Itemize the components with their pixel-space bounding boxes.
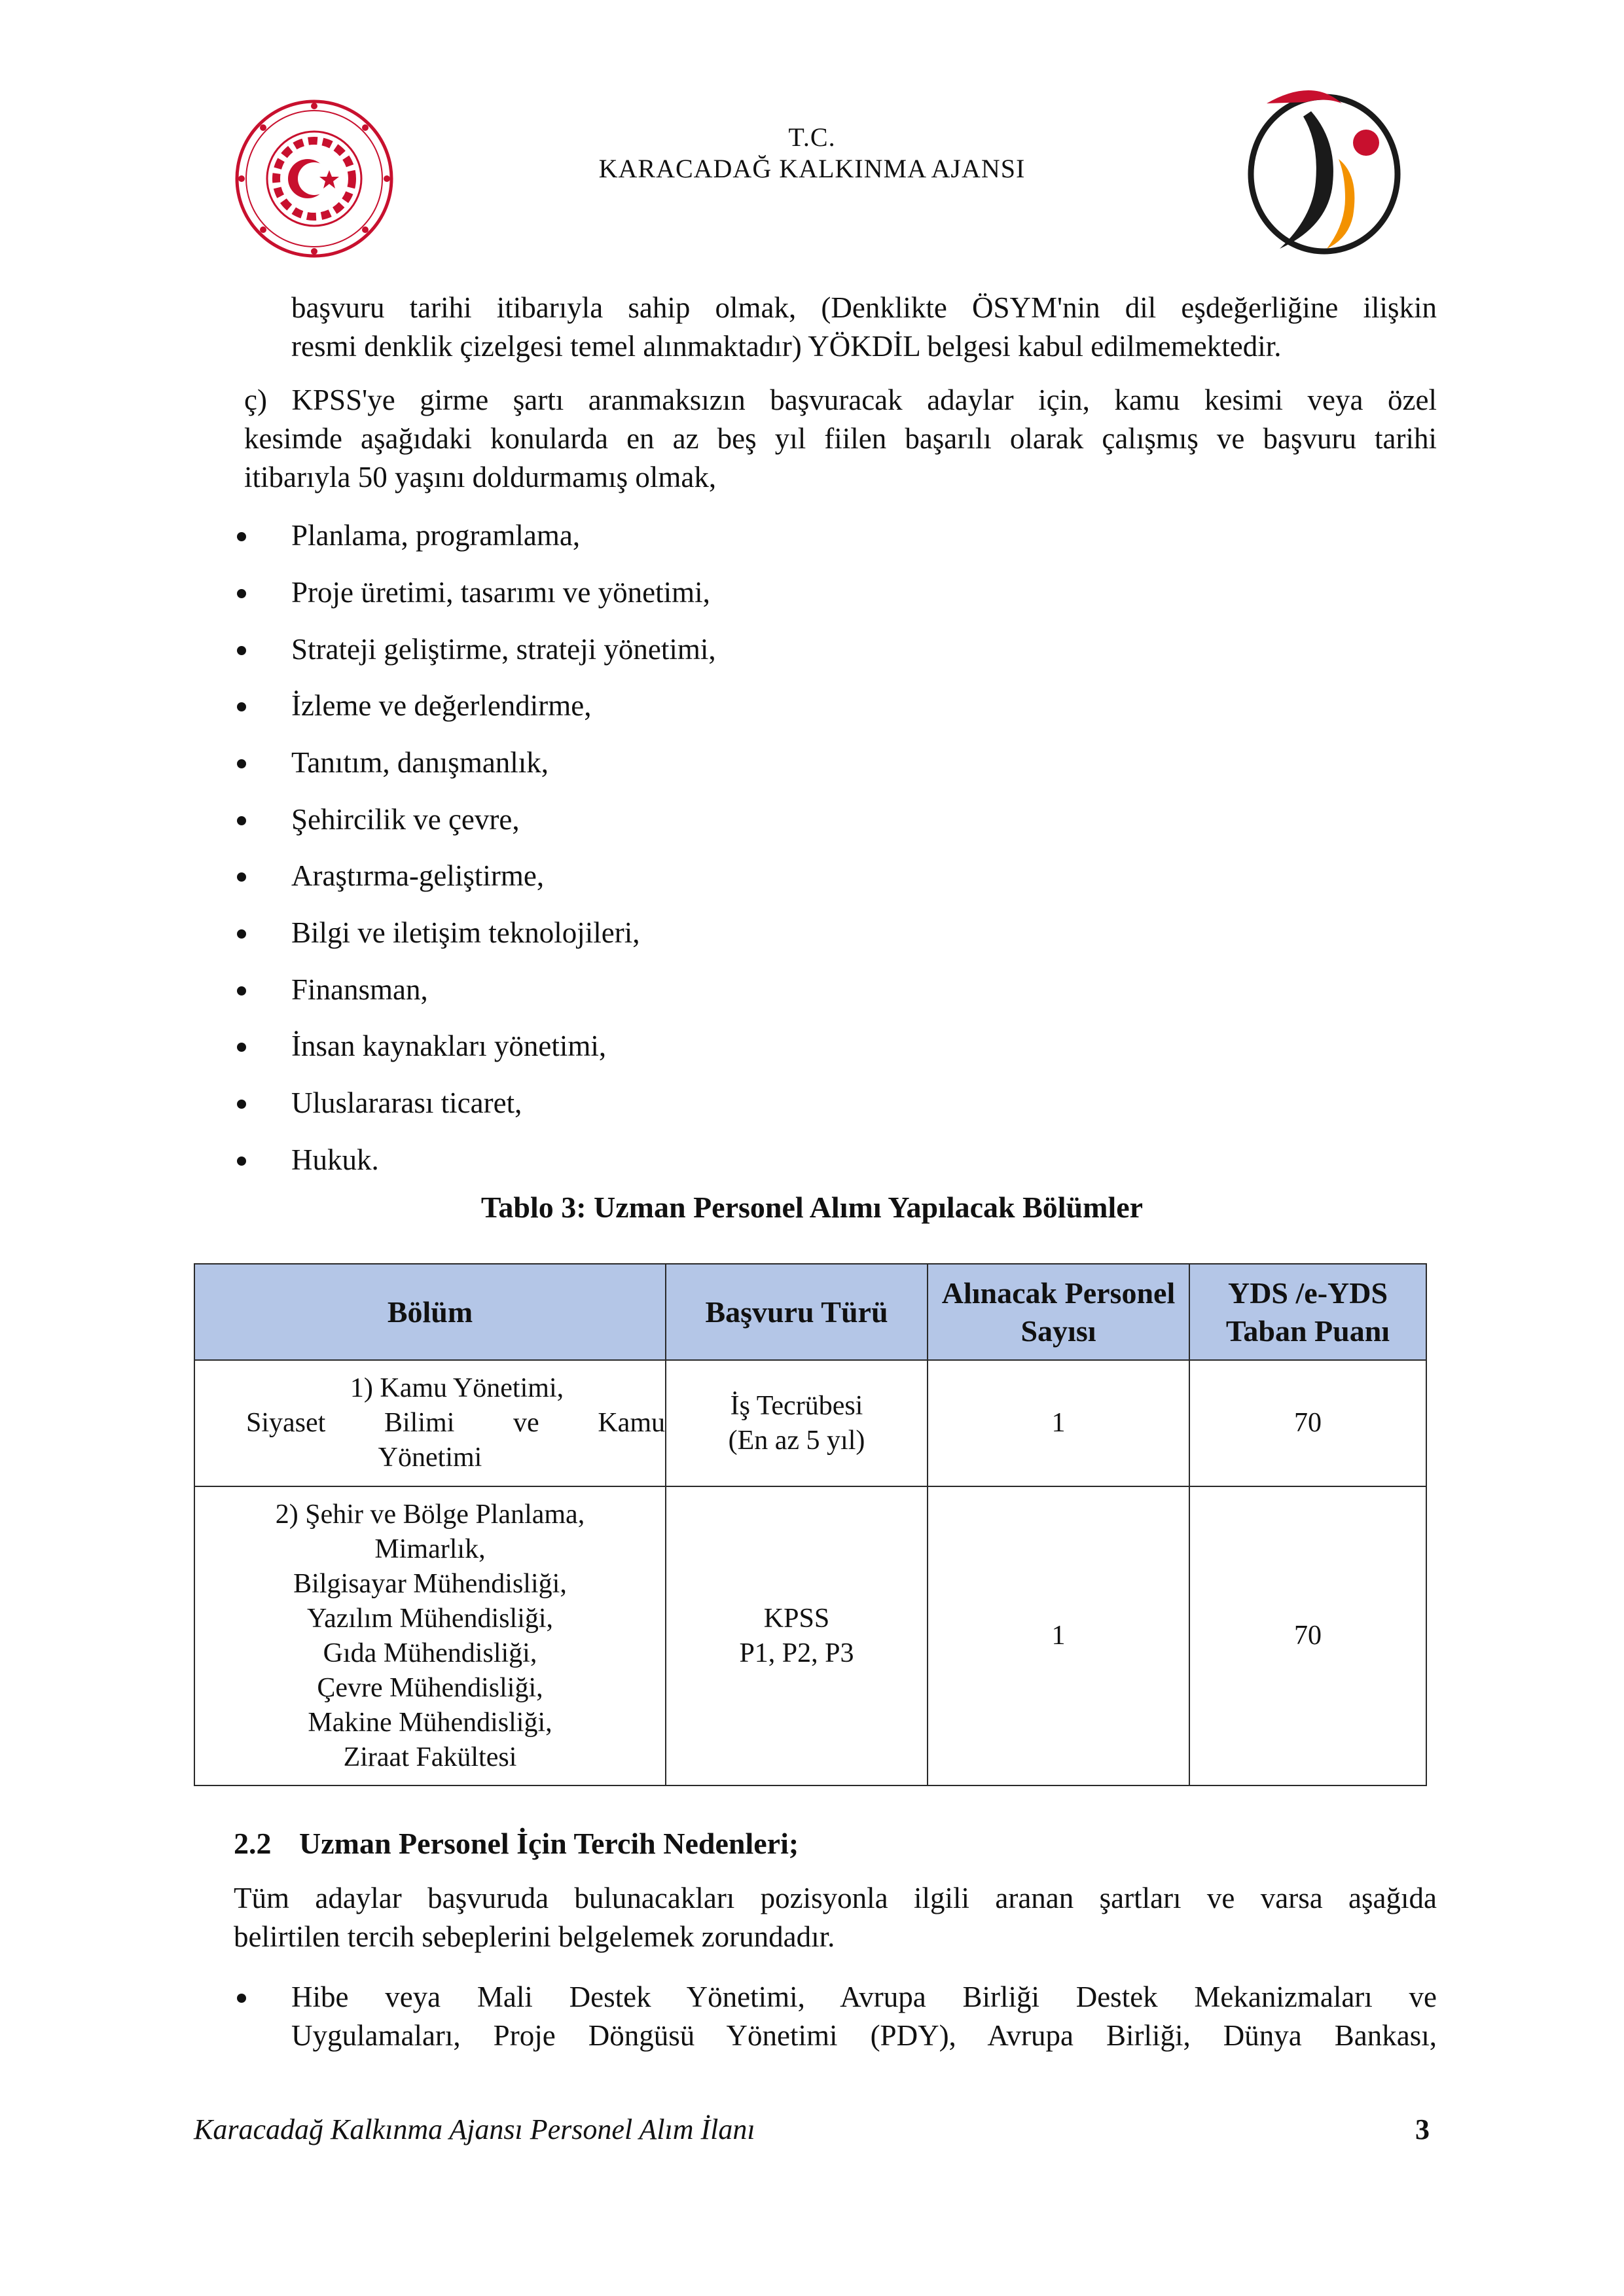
page-number: 3 xyxy=(1415,2113,1430,2145)
cell-yds-puani: 70 xyxy=(1189,1486,1426,1785)
text-line: itibarıyla 50 yaşını doldurmamış olmak, xyxy=(244,461,717,493)
list-item: İzleme ve değerlendirme, xyxy=(237,686,246,725)
table-caption: Tablo 3: Uzman Personel Alımı Yapılacak Bölümler xyxy=(480,1191,1144,1224)
requirement-paragraph-c xyxy=(244,381,1437,497)
bullet-icon xyxy=(237,1100,246,1109)
list-item: Uluslararası ticaret, xyxy=(237,1083,246,1122)
cell-yds-puani: 70 xyxy=(1189,1360,1426,1486)
agency-logo xyxy=(1240,77,1417,260)
table-row xyxy=(194,1486,1426,1785)
column-header-yds-puani: YDS /e-YDS Taban Puanı xyxy=(1189,1264,1426,1360)
text-line: Tüm adaylar başvuruda bulunacakları pozisyonla ilgili aranan şartları ve varsa aşağıda xyxy=(234,1882,1437,1914)
text-line: resmi denklik çizelgesi temel alınmaktadır) YÖKDİL belgesi kabul edilmemektedir. xyxy=(291,330,1282,363)
header-tc: T.C. xyxy=(788,122,836,152)
bullet-icon xyxy=(237,1994,246,2003)
bullet-icon xyxy=(237,872,246,882)
bullet-icon xyxy=(237,759,246,768)
bullet-icon xyxy=(237,816,246,825)
list-item: Planlama, programlama, xyxy=(237,516,246,555)
list-item: Finansman, xyxy=(237,970,246,1009)
list-item: Strateji geliştirme, strateji yönetimi, xyxy=(237,630,246,669)
footer-title: Karacadağ Kalkınma Ajansı Personel Alım İlanı xyxy=(194,2113,755,2145)
text-line: ç) KPSS'ye girme şartı aranmaksızın başvuracak adaylar için, kamu kesimi veya özel xyxy=(244,384,1437,416)
list-item: Hukuk. xyxy=(237,1140,246,1179)
text-line: kesimde aşağıdaki konularda en az beş yıl fiilen başarılı olarak çalışmış ve başvuru tarihi xyxy=(244,422,1437,455)
cell-basvuru-turu: KPSS P1, P2, P3 xyxy=(666,1486,928,1785)
bullet-icon xyxy=(237,702,246,711)
cell-bolum: 2) Şehir ve Bölge Planlama, Mimarlık, Bilgisayar Mühendisliği, Yazılım Mühendisliği, Gıda Mühendisliği, Çevre Mühendisliği, Makine Mühendisliği, Ziraat Fakültesi xyxy=(194,1486,666,1785)
column-header-personel-sayisi: Alınacak Personel Sayısı xyxy=(928,1264,1189,1360)
list-item xyxy=(237,1978,1437,2055)
section-paragraph xyxy=(234,1879,1437,1956)
text-line: Uygulamaları, Proje Döngüsü Yönetimi (PDY), Avrupa Birliği, Dünya Bankası, xyxy=(291,2019,1437,2052)
list-item: İnsan kaynakları yönetimi, xyxy=(237,1026,246,1066)
continuation-paragraph xyxy=(291,289,1437,366)
departments-table xyxy=(194,1263,1427,1786)
bullet-icon xyxy=(237,1043,246,1052)
list-item: Araştırma-geliştirme, xyxy=(237,856,246,895)
list-item: Tanıtım, danışmanlık, xyxy=(237,743,246,782)
column-header-bolum: Bölüm xyxy=(194,1264,666,1360)
bullet-icon xyxy=(237,1157,246,1166)
bullet-icon xyxy=(237,589,246,598)
cell-personel-sayisi: 1 xyxy=(928,1486,1189,1785)
table-header-row xyxy=(194,1264,1426,1360)
bullet-icon xyxy=(237,929,246,939)
bullet-icon xyxy=(237,646,246,655)
section-heading xyxy=(234,1826,799,1861)
table-row xyxy=(194,1360,1426,1486)
text-line: Hibe veya Mali Destek Yönetimi, Avrupa Birliği Destek Mekanizmaları ve xyxy=(291,1981,1437,2013)
list-item: Proje üretimi, tasarımı ve yönetimi, xyxy=(237,573,246,612)
list-item: Şehircilik ve çevre, xyxy=(237,800,246,839)
bullet-icon xyxy=(237,986,246,996)
header-agency-name: KARACADAĞ KALKINMA AJANSI xyxy=(598,154,1026,183)
text-line: belirtilen tercih sebeplerini belgelemek zorundadır. xyxy=(234,1920,835,1953)
section-number: 2.2 xyxy=(234,1827,272,1860)
column-header-basvuru-turu: Başvuru Türü xyxy=(666,1264,928,1360)
cell-personel-sayisi: 1 xyxy=(928,1360,1189,1486)
section-title: Uzman Personel İçin Tercih Nedenleri; xyxy=(299,1827,799,1860)
cell-bolum: 1) Kamu Yönetimi, Siyaset Bilimi ve Kamu Yönetimi xyxy=(194,1360,666,1486)
list-item: Bilgi ve iletişim teknolojileri, xyxy=(237,913,246,952)
bullet-icon xyxy=(237,532,246,541)
text-line: başvuru tarihi itibarıyla sahip olmak, (Denklikte ÖSYM'nin dil eşdeğerliğine ilişkin xyxy=(291,291,1437,324)
cell-basvuru-turu: İş Tecrübesi (En az 5 yıl) xyxy=(666,1360,928,1486)
